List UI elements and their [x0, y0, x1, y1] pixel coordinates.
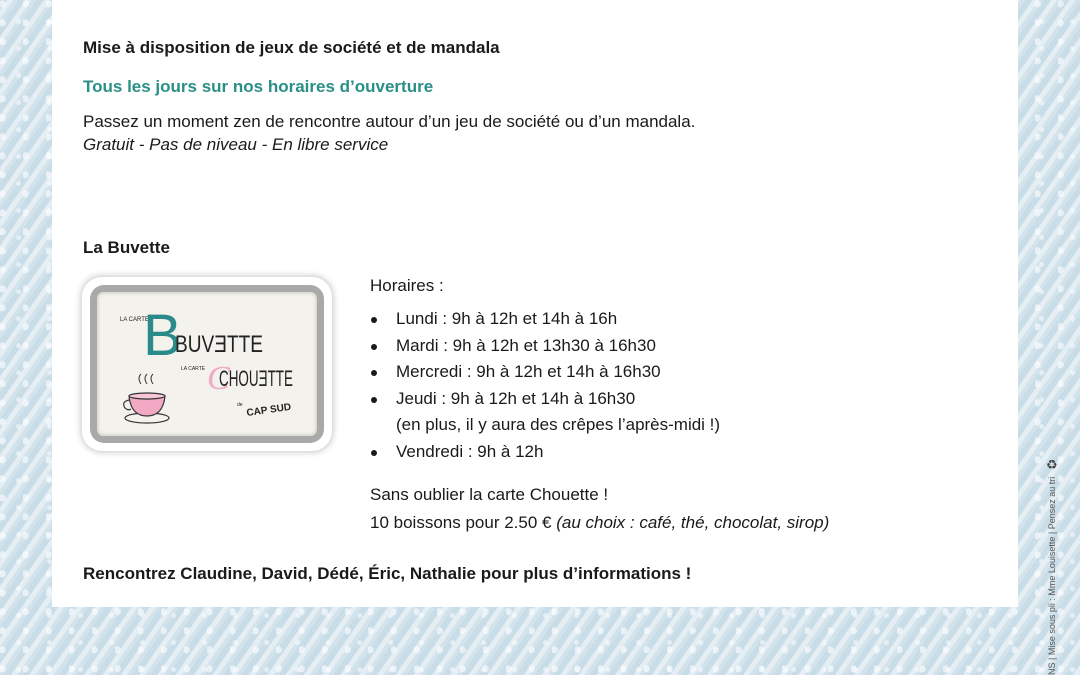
- price-line: [370, 513, 829, 533]
- recycle-icon: ♻: [1046, 457, 1058, 472]
- hours-wednesday: Mercredi : 9h à 12h et 14h à 16h30: [396, 362, 661, 381]
- coffee-cup-icon: [124, 374, 169, 423]
- card-face: [97, 292, 317, 436]
- section-title-buvette: La Buvette: [83, 238, 170, 257]
- footer-contact-line: Rencontrez Claudine, David, Dédé, Éric, Nathalie pour plus d’informations !: [83, 564, 692, 583]
- section-details: Gratuit - Pas de niveau - En libre service: [83, 135, 389, 154]
- bullet-icon: [371, 397, 377, 403]
- bullet-icon: [371, 344, 377, 350]
- section-subtitle-horaires: Tous les jours sur nos horaires d’ouverture: [83, 77, 434, 96]
- card-brand: CAP SUD: [245, 401, 292, 419]
- side-credit: [1043, 460, 1063, 675]
- buvette-card-image: [82, 277, 332, 451]
- side-credit-text: NS | Mise sous pli : Mme Louisette | Pensez au tri: [1047, 476, 1057, 675]
- list-item: [370, 359, 720, 386]
- price-choices: (au choix : café, thé, chocolat, sirop): [556, 513, 830, 532]
- section-title-jeux: Mise à disposition de jeux de société et de mandala: [83, 38, 500, 57]
- thursday-note: (en plus, il y aura des crêpes l’après-midi !): [396, 415, 721, 434]
- price-text: 10 boissons pour 2.50 €: [370, 513, 552, 532]
- card-la-carte-1: LA CARTE: [120, 317, 149, 323]
- hours-thursday: Jeudi : 9h à 12h et 14h à 16h30: [396, 388, 636, 408]
- chouette-line: Sans oublier la carte Chouette !: [370, 485, 609, 504]
- hours-monday: Lundi : 9h à 12h et 14h à 16h: [396, 309, 618, 328]
- hours-list: [370, 306, 720, 465]
- bullet-icon: [371, 317, 377, 323]
- list-item: [370, 306, 720, 333]
- hours-friday: Vendredi : 9h à 12h: [396, 441, 544, 461]
- bullet-icon: [371, 450, 377, 456]
- card-artwork: [97, 292, 319, 438]
- card-big-b: B: [143, 303, 182, 368]
- card-de: de: [237, 402, 243, 408]
- list-item: [370, 386, 720, 439]
- list-item: [370, 439, 720, 466]
- card-chouette-text: CHOUƎTTE: [219, 366, 293, 391]
- list-item: [370, 333, 720, 360]
- section-description: Passez un moment zen de rencontre autour d’un jeu de société ou d’un mandala.: [83, 112, 696, 131]
- card-la-carte-2: LA CARTE: [181, 366, 206, 372]
- card-big-c: C: [207, 360, 230, 397]
- hours-label: Horaires :: [370, 276, 444, 295]
- hours-tuesday: Mardi : 9h à 12h et 13h30 à 16h30: [396, 335, 656, 355]
- card-buvette-text: BUVƎTTE: [175, 331, 263, 358]
- bullet-icon: [371, 370, 377, 376]
